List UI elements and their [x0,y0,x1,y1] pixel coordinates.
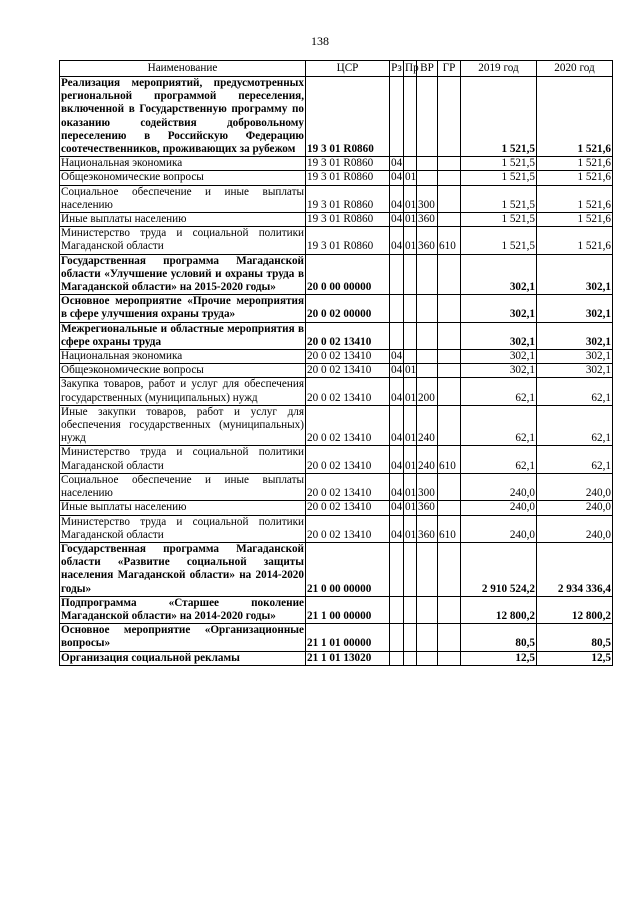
row-csr: 20 0 00 00000 [306,254,390,295]
row-name: Государственная программа Магаданской области «Улучшение условий и охраны труда в Магаданской области» на 2015-2020 годы» [61,254,304,294]
row-value-2019: 1 521,5 [461,185,537,212]
row-gr [438,542,461,596]
row-gr [438,254,461,295]
header-2020: 2020 год [537,61,613,77]
header-row [60,61,613,77]
table-body [60,77,613,666]
row-value-2019: 240,0 [461,473,537,500]
row-csr: 20 0 02 13410 [306,350,390,364]
row-vr: 300 [417,185,438,212]
row-gr [438,213,461,227]
row-vr: 360 [417,515,438,542]
row-rz: 04 [390,446,404,473]
row-rz [390,651,404,665]
row-value-2020: 2 934 336,4 [537,542,613,596]
row-value-2019: 1 521,5 [461,227,537,254]
row-vr [417,651,438,665]
header-2019: 2019 год [461,61,537,77]
row-pr [404,157,417,171]
row-vr: 300 [417,473,438,500]
row-rz: 04 [390,227,404,254]
row-gr [438,350,461,364]
row-name: Министерство труда и социальной политики Магаданской области [61,515,304,541]
header-rz: Рз [390,61,404,77]
row-value-2020: 12,5 [537,651,613,665]
row-name: Социальное обеспечение и иные выплаты населению [61,185,304,211]
row-csr: 19 3 01 R0860 [306,227,390,254]
row-csr: 20 0 02 13410 [306,378,390,405]
row-pr: 01 [405,213,417,226]
row-csr: 19 3 01 R0860 [306,157,390,171]
table-row [60,157,613,171]
row-vr: 240 [417,446,438,473]
row-value-2019: 62,1 [461,405,537,446]
row-pr: 01 [405,171,417,184]
row-vr [417,157,438,171]
row-pr: 01 [404,446,417,473]
row-gr [438,501,461,515]
row-pr: 01 [404,405,417,446]
row-name: Министерство труда и социальной политики Магаданской области [61,446,304,472]
row-csr: 21 1 01 13020 [306,651,390,665]
row-pr: 01 [405,501,417,514]
row-csr: 19 3 01 R0860 [306,185,390,212]
row-rz: 04 [391,364,403,377]
row-name: Закупка товаров, работ и услуг для обеспечения государственных (муниципальных) нужд [61,378,304,404]
row-value-2020: 1 521,6 [537,185,613,212]
table-row [60,405,613,446]
row-vr [417,350,438,364]
row-gr [438,624,461,651]
table-row [60,364,613,378]
row-pr: 01 [404,378,417,405]
row-pr [404,624,417,651]
table-row [60,446,613,473]
table-row [60,501,613,515]
row-gr [438,364,461,378]
row-name: Министерство труда и социальной политики Магаданской области [61,227,304,253]
table-row [60,515,613,542]
row-vr [417,624,438,651]
row-vr: 360 [417,213,438,227]
row-vr [417,254,438,295]
row-rz: 04 [390,185,404,212]
row-pr [404,295,417,322]
row-vr [417,171,438,185]
table-row [60,473,613,500]
row-csr: 20 0 02 13410 [306,322,390,349]
row-pr [404,596,417,623]
row-value-2020: 1 521,6 [537,171,613,185]
row-name: Основное мероприятие «Организационные вопросы» [61,624,304,650]
row-rz: 04 [391,171,403,184]
row-name: Иные выплаты населению [60,213,306,227]
row-value-2019: 1 521,5 [461,77,537,157]
row-vr: 200 [417,378,438,405]
table-row [60,350,613,364]
row-name: Общеэкономические вопросы [60,364,306,378]
row-name: Государственная программа Магаданской области «Развитие социальной защиты населения Магаданской области» на 2014-2020 годы» [61,542,304,595]
row-value-2020: 302,1 [537,364,613,378]
row-gr [438,171,461,185]
page-number: 138 [311,34,329,48]
row-rz: 04 [391,501,403,514]
row-pr [404,350,417,364]
row-gr [438,185,461,212]
row-pr [404,254,417,295]
row-rz [390,77,404,157]
row-value-2019: 1 521,5 [461,171,537,185]
row-vr [417,596,438,623]
row-vr: 360 [417,227,438,254]
row-csr: 20 0 02 13410 [306,446,390,473]
row-rz: 04 [391,213,403,226]
row-pr: 01 [404,473,417,500]
row-name: Общеэкономические вопросы [60,171,306,185]
row-pr: 01 [404,185,417,212]
row-value-2019: 12 800,2 [461,596,537,623]
row-value-2019: 240,0 [461,501,537,515]
row-vr: 360 [417,501,438,515]
table-row [60,77,613,157]
row-rz: 04 [390,473,404,500]
row-value-2019: 302,1 [461,322,537,349]
row-pr [404,322,417,349]
row-value-2019: 302,1 [461,295,537,322]
row-value-2020: 80,5 [537,624,613,651]
row-pr: 01 [405,364,417,377]
row-value-2020: 302,1 [537,295,613,322]
row-value-2019: 302,1 [461,254,537,295]
row-name: Социальное обеспечение и иные выплаты населению [61,473,304,500]
row-value-2020: 302,1 [537,350,613,364]
row-name: Основное мероприятие «Прочие мероприятия в сфере улучшения охраны труда» [61,295,304,321]
row-vr [417,77,438,157]
row-csr: 20 0 02 00000 [306,295,390,322]
row-vr [417,364,438,378]
row-value-2020: 240,0 [537,473,613,500]
row-value-2020: 302,1 [537,322,613,349]
row-value-2020: 302,1 [537,254,613,295]
budget-table [59,60,613,666]
row-name: Организация социальной рекламы [60,651,306,665]
header-vr: ВР [417,61,438,77]
row-gr: 610 [438,515,461,542]
header-pr: Пр [404,61,417,77]
row-pr [404,542,417,596]
row-gr [438,157,461,171]
row-vr [417,295,438,322]
row-value-2020: 1 521,6 [537,213,613,227]
row-value-2020: 240,0 [537,501,613,515]
row-csr: 20 0 02 13410 [306,473,390,500]
header-gr: ГР [438,61,461,77]
table-row [60,322,613,349]
row-gr [438,651,461,665]
row-pr: 01 [404,515,417,542]
row-gr [438,596,461,623]
table-row [60,254,613,295]
row-rz [390,542,404,596]
table-row [60,213,613,227]
row-gr [438,322,461,349]
row-rz [390,254,404,295]
row-value-2020: 62,1 [537,446,613,473]
row-value-2019: 12,5 [461,651,537,665]
row-value-2019: 1 521,5 [461,213,537,227]
row-name: Межрегиональные и областные мероприятия в сфере охраны труда [61,322,304,348]
row-pr: 01 [404,227,417,254]
row-gr [438,295,461,322]
row-rz [390,624,404,651]
row-rz [390,322,404,349]
row-value-2019: 62,1 [461,446,537,473]
row-rz: 04 [391,350,403,363]
row-pr [404,651,417,665]
row-gr [438,77,461,157]
row-rz: 04 [390,515,404,542]
row-gr [438,378,461,405]
row-vr [417,542,438,596]
row-value-2020: 240,0 [537,515,613,542]
row-rz: 04 [390,378,404,405]
row-value-2020: 1 521,6 [537,157,613,171]
row-name: Иные выплаты населению [60,501,306,515]
row-value-2019: 302,1 [461,364,537,378]
row-value-2020: 1 521,6 [537,227,613,254]
row-value-2020: 1 521,6 [537,77,613,157]
row-rz: 04 [390,405,404,446]
row-rz [390,596,404,623]
table-row [60,624,613,651]
row-value-2020: 62,1 [537,378,613,405]
row-vr: 240 [417,405,438,446]
row-name: Национальная экономика [60,157,306,171]
row-gr [438,473,461,500]
row-rz: 04 [391,157,403,170]
row-csr: 21 0 00 00000 [306,542,390,596]
row-value-2019: 62,1 [461,378,537,405]
row-csr: 19 3 01 R0860 [306,77,390,157]
row-gr: 610 [438,446,461,473]
row-vr [417,322,438,349]
row-rz [390,295,404,322]
table-row [60,596,613,623]
header-csr: ЦСР [306,61,390,77]
table-row [60,378,613,405]
table-row [60,542,613,596]
row-csr: 20 0 02 13410 [306,405,390,446]
row-name: Национальная экономика [60,350,306,364]
row-csr: 19 3 01 R0860 [306,171,390,185]
row-gr: 610 [438,227,461,254]
row-csr: 21 1 00 00000 [306,596,390,623]
row-csr: 21 1 01 00000 [306,624,390,651]
row-csr: 19 3 01 R0860 [306,213,390,227]
table-row [60,171,613,185]
row-value-2019: 2 910 524,2 [461,542,537,596]
row-value-2020: 12 800,2 [537,596,613,623]
table-row [60,651,613,665]
row-csr: 20 0 02 13410 [306,515,390,542]
row-gr [438,405,461,446]
row-value-2019: 1 521,5 [461,157,537,171]
row-name: Реализация мероприятий, предусмотренных региональной программой переселения, включенной в Государственную программу по оказанию содействия добровольному переселению в Российскую Федерацию соотечественников, проживающих за рубежом [61,77,304,156]
row-name: Иные закупки товаров, работ и услуг для обеспечения государственных (муниципальных) нужд [61,405,304,445]
row-csr: 20 0 02 13410 [306,364,390,378]
table-row [60,295,613,322]
row-name: Подпрограмма «Старшее поколение Магаданской области» на 2014-2020 годы» [61,596,304,622]
table-row [60,185,613,212]
row-value-2019: 240,0 [461,515,537,542]
table-row [60,227,613,254]
row-pr [404,77,417,157]
row-csr: 20 0 02 13410 [306,501,390,515]
row-value-2019: 80,5 [461,624,537,651]
row-value-2020: 62,1 [537,405,613,446]
row-value-2019: 302,1 [461,350,537,364]
header-name: Наименование [60,61,306,77]
